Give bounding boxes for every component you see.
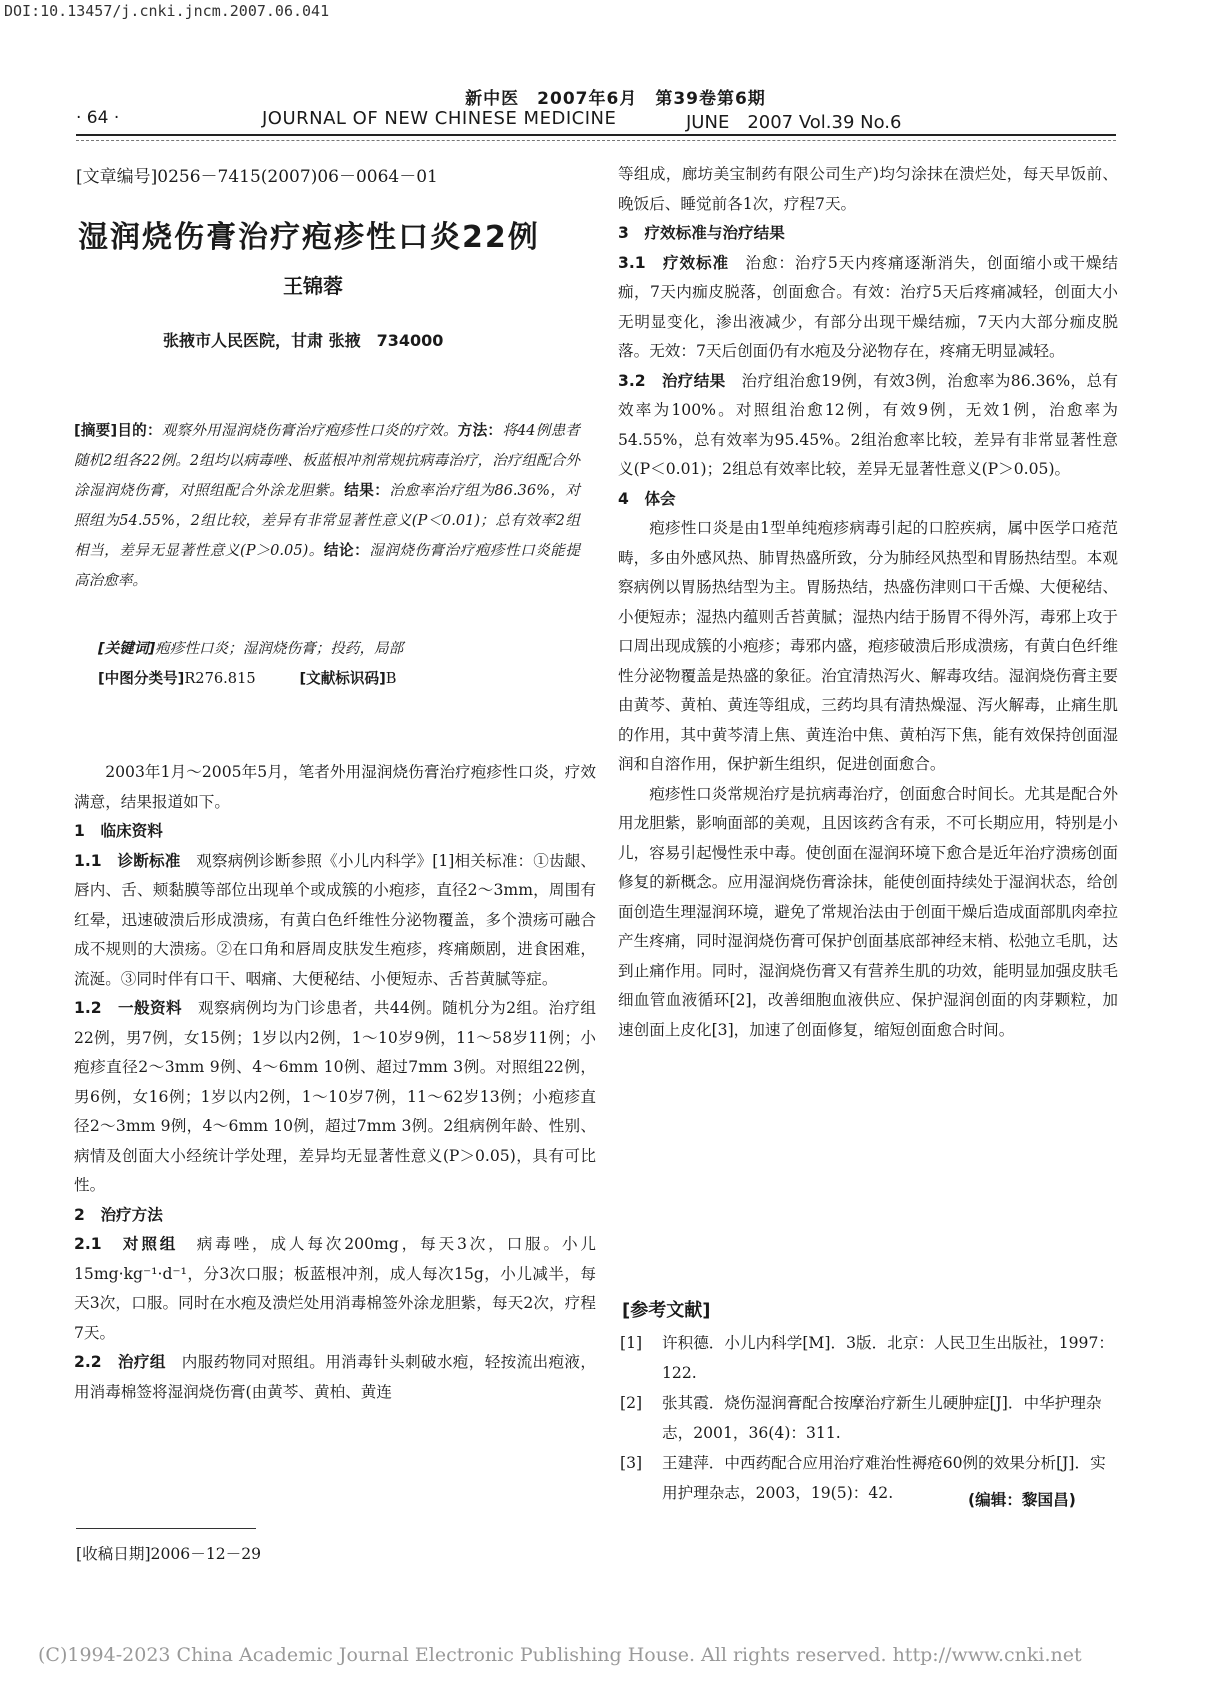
section-3-heading: 3 疗效标准与治疗结果 (618, 224, 785, 242)
clc-value: R276.815 (184, 670, 256, 687)
journal-issue-en: JUNE 2007 Vol.39 No.6 (686, 112, 902, 133)
doi-line: DOI:10.13457/j.cnki.jncm.2007.06.041 (4, 2, 330, 20)
section-4-heading: 4 体会 (618, 489, 676, 508)
abstract-conclusion-label: 结论： (323, 542, 370, 559)
article-number: [文章编号]0256－7415(2007)06－0064－01 (76, 167, 438, 187)
keywords (98, 637, 403, 658)
article-title: 湿润烧伤膏治疗疱疹性口炎22例 (78, 220, 540, 255)
reference-text: 王建萍．中西药配合应用治疗难治性褥疮60例的效果分析[J]．实用护理杂志，2003，19(5)：42. (662, 1454, 1106, 1502)
footnote-rule (76, 1528, 256, 1529)
reference-item (620, 1328, 1116, 1388)
reference-number: [2] (620, 1394, 643, 1412)
section-1-2 (74, 994, 596, 1201)
section-1-2-text: 观察病例均为门诊患者，共44例。随机分为2组。治疗组22例，男7例，女15例；1岁以内2例，1～10岁9例，11～58岁11例；小疱疹直径2～3mm 9例、4～6mm 10例、超过7mm 3例。对照组22例，男6例，女16例；1岁以内2例，1～10岁7例，11～62岁13例；小疱疹直径2～3mm 9例，4～6mm 10例，超过7mm 3例。2组病例年龄、性别、病情及创面大小经统计学处理，差异均无显著性意义(P＞0.05)，具有可比性。 (74, 999, 597, 1194)
abstract-objective: 观察外用湿润烧伤膏治疗疱疹性口炎的疗效。 (161, 422, 458, 439)
discussion-paragraph-2: 疱疹性口炎常规治疗是抗病毒治疗，创面愈合时间长。尤其是配合外用龙胆紫，影响面部的美观，且因该药含有汞，不可长期应用，特别是小儿，容易引起慢性汞中毒。使创面在湿润环境下愈合是近年治疗溃疡创面修复的新概念。应用湿润烧伤膏涂抹，能使创面持续处于湿润状态，给创面创造生理湿润环境，避免了常规治法由于创面干燥后造成面部肌肉牵拉产生疼痛，同时湿润烧伤膏可保护创面基底部神经末梢、松弛立毛肌，达到止痛作用。同时，湿润烧伤膏又有营养生肌的功效，能明显加强皮肤毛细血管血液循环[2]，改善细胞血液供应、保护湿润创面的肉芽颗粒，加速创面上皮化[3]，加速了创面修复，缩短创面愈合时间。 (618, 784, 1118, 1039)
section-3-2-text: 治疗组治愈19例，有效3例，治愈率为86.36%，总有效率为100%。对照组治愈12例，有效9例，无效1例，治愈率为54.55%，总有效率为95.45%。2组治愈率比较，差异有非常显著性意义(P＜0.01)；2组总有效率比较，差异无显著性意义(P＞0.05)。 (618, 371, 1119, 478)
section-2-heading: 2 治疗方法 (74, 1205, 163, 1224)
classification (98, 667, 397, 688)
intro-paragraph: 2003年1月～2005年5月，笔者外用湿润烧伤膏治疗疱疹性口炎，疗效满意，结果报道如下。 (74, 763, 596, 811)
page-number: · 64 · (76, 108, 120, 128)
abstract-conclusion: 湿润烧伤膏治疗疱疹性口炎能提高治愈率。 (74, 542, 580, 589)
reference-text: 许积德．小儿内科学[M]．3版．北京：人民卫生出版社，1997：122. (662, 1334, 1114, 1382)
section-2-1 (74, 1230, 596, 1348)
section-1-1-heading: 1.1 诊断标准 (74, 851, 181, 870)
section-3-1-heading: 3.1 疗效标准 (618, 253, 729, 272)
editor-credit: (编辑：黎国昌) (968, 1491, 1076, 1509)
section-2-1-heading: 2.1 对照组 (74, 1235, 179, 1253)
author: 王锦蓉 (283, 274, 343, 298)
abstract-result-label: 结果： (344, 482, 390, 499)
abstract-method-label: 方法： (457, 422, 503, 439)
reference-number: [3] (620, 1454, 643, 1472)
reference-text: 张其霞．烧伤湿润膏配合按摩治疗新生儿硬肿症[J]．中华护理杂志，2001，36(4)：311. (662, 1394, 1102, 1442)
abstract (74, 416, 580, 596)
right-column-body (618, 160, 1118, 1045)
section-1-2-heading: 1.2 一般资料 (74, 999, 182, 1017)
reference-number: [1] (620, 1334, 643, 1352)
section-3-2 (618, 367, 1118, 485)
reference-item (620, 1388, 1116, 1448)
doc-code-label: [文献标识码] (299, 670, 386, 687)
abstract-method: 将44例患者随机2组各22例。2组均以病毒唑、板蓝根冲剂常规抗病毒治疗，治疗组配合外涂湿润烧伤膏，对照组配合外涂龙胆紫。 (74, 422, 580, 499)
section-3-1 (618, 249, 1118, 367)
header-rule-dashed (76, 140, 1116, 141)
section-1-heading: 1 临床资料 (74, 822, 163, 840)
section-2-2-text: 内服药物同对照组。用消毒针头刺破水疱，轻按流出疱液，用消毒棉签将湿润烧伤膏(由黄芩、黄柏、黄连 (74, 1353, 596, 1401)
keywords-label: [关键词] (98, 640, 156, 657)
doc-code-value: B (385, 670, 397, 687)
affiliation: 张掖市人民医院，甘肃 张掖 734000 (163, 331, 444, 350)
copyright-footer: (C)1994-2023 China Academic Journal Electronic Publishing House. All rights reserved. http://www.cnki.net (38, 1644, 1082, 1666)
references-heading: [参考文献] (622, 1300, 711, 1321)
reference-list (620, 1328, 1116, 1508)
section-3-1-text: 治愈：治疗5天内疼痛逐渐消失，创面缩小或干燥结痂，7天内痂皮脱落，创面愈合。有效：治疗5天后疼痛减轻，创面大小无明显变化，渗出液减少，有部分出现干燥结痂，7天内大部分痂皮脱落。无效：7天后创面仍有水疱及分泌物存在，疼痛无明显减轻。 (618, 253, 1118, 360)
section-2-2 (74, 1348, 596, 1407)
abstract-result: 治愈率治疗组为86.36%，对照组为54.55%，2组比较，差异有非常显著性意义(P＜0.01)；总有效率2组相当，差异无显著性意义(P＞0.05)。 (74, 482, 580, 559)
journal-header-cn: 新中医 2007年6月 第39卷第6期 (465, 89, 766, 109)
section-1-1 (74, 847, 596, 995)
header-rule (76, 134, 1116, 136)
abstract-label: [摘要]目的： (74, 422, 162, 439)
section-2-1-text: 病毒唑，成人每次200mg，每天3次，口服。小儿15mg·kg⁻¹·d⁻¹，分3次口服；板蓝根冲剂，成人每次15g，小儿减半，每天3次，口服。同时在水疱及溃烂处用消毒棉签外涂龙胆紫，每天2次，疗程7天。 (74, 1235, 596, 1342)
clc-label: [中图分类号] (98, 670, 185, 687)
section-1-1-text: 观察病例诊断参照《小儿内科学》[1]相关标准：①齿龈、唇内、舌、颊黏膜等部位出现单个或成簇的小疱疹，直径2～3mm，周围有红晕，迅速破溃后形成溃疡，有黄白色纤维性分泌物覆盖，多个溃疡可融合成不规则的大溃疡。②在口角和唇周皮肤发生疱疹，疼痛颇剧，进食困难，流涎。③同时伴有口干、咽痛、大便秘结、小便短赤、舌苔黄腻等症。 (74, 851, 597, 988)
received-date: [收稿日期]2006－12－29 (76, 1545, 262, 1563)
section-2-2-heading: 2.2 治疗组 (74, 1353, 166, 1371)
journal-name-en: JOURNAL OF NEW CHINESE MEDICINE (262, 108, 617, 129)
continued-text: 等组成，廊坊美宝制药有限公司生产)均匀涂抹在溃烂处，每天早饭前、晚饭后、睡觉前各1次，疗程7天。 (618, 165, 1118, 213)
left-column-body (74, 758, 596, 1407)
discussion-paragraph-1: 疱疹性口炎是由1型单纯疱疹病毒引起的口腔疾病，属中医学口疮范畴，多由外感风热、肺胃热盛所致，分为肺经风热型和胃肠热结型。本观察病例以胃肠热结型为主。胃肠热结，热盛伤津则口干舌燥、大便秘结、小便短赤；湿热内蕴则舌苔黄腻；湿热内结于肠胃不得外泻，毒邪上攻于口周出现成簇的小疱疹；毒邪内盛，疱疹破溃后形成溃疡，有黄白色纤维性分泌物覆盖是热盛的象征。治宜清热泻火、解毒攻结。湿润烧伤膏主要由黄芩、黄柏、黄连等组成，三药均具有清热燥湿、泻火解毒，止痛生肌的作用，其中黄芩清上焦、黄连治中焦、黄柏泻下焦，能有效保持创面湿润和自溶作用，保护新生组织，促进创面愈合。 (618, 519, 1118, 773)
keywords-text: 疱疹性口炎；湿润烧伤膏；投药，局部 (155, 640, 404, 657)
section-3-2-heading: 3.2 治疗结果 (618, 371, 726, 390)
